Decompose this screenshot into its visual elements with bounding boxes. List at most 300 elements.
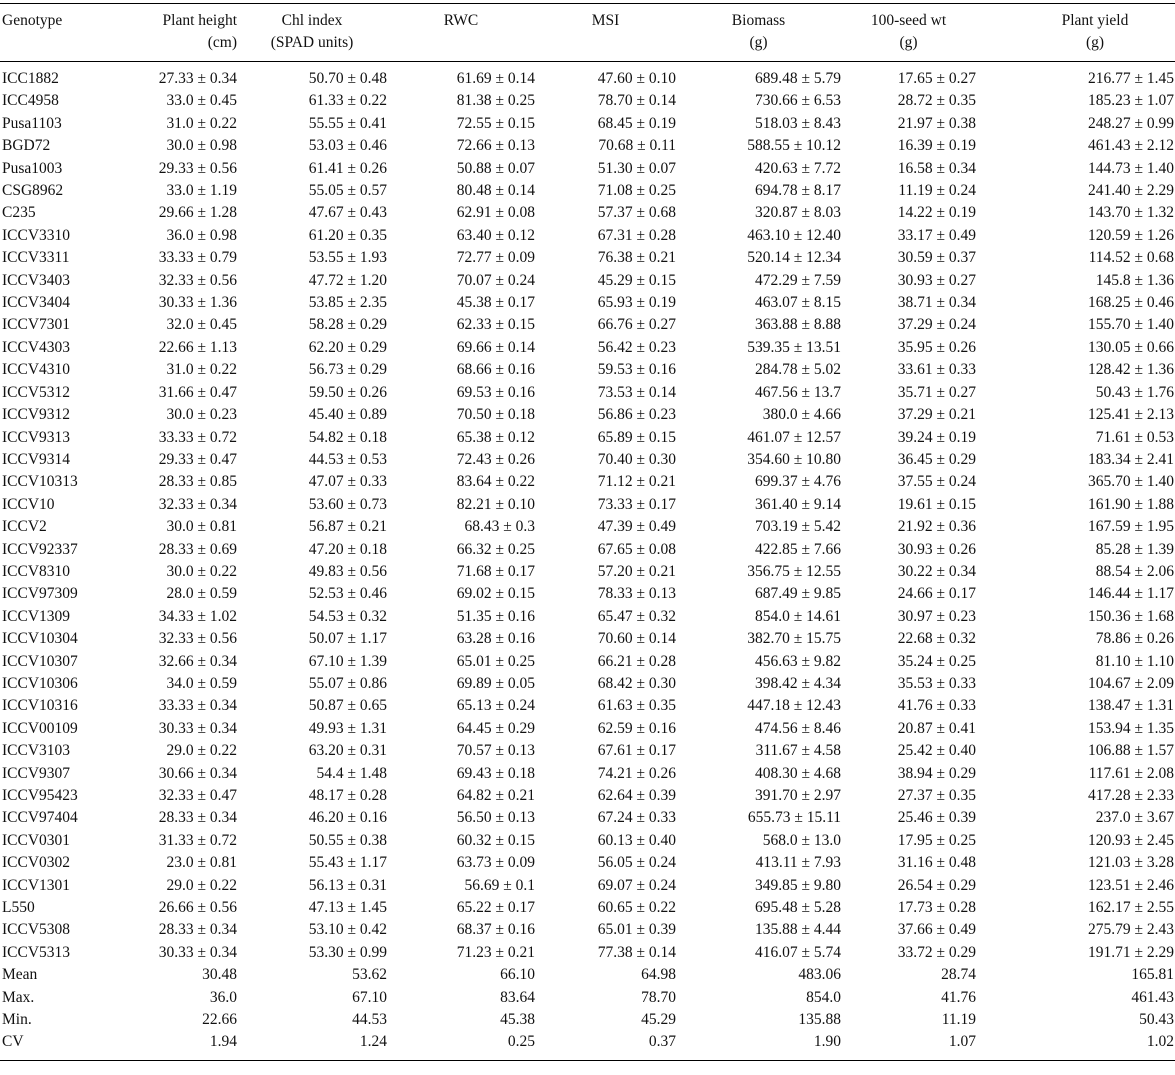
value-cell: 35.71 ± 0.27 bbox=[897, 383, 976, 401]
value-cell: 275.79 ± 2.43 bbox=[1087, 921, 1174, 939]
value-cell: 24.66 ± 0.17 bbox=[897, 585, 976, 603]
value-cell: 65.89 ± 0.15 bbox=[597, 428, 676, 446]
value-cell: 687.49 ± 9.85 bbox=[754, 585, 841, 603]
value-cell: 82.21 ± 0.10 bbox=[456, 495, 535, 513]
value-cell: 361.40 ± 9.14 bbox=[754, 495, 841, 513]
value-cell: 65.93 ± 0.19 bbox=[597, 294, 676, 312]
value-cell: 422.85 ± 7.66 bbox=[754, 540, 841, 558]
value-cell: 30.66 ± 0.34 bbox=[158, 764, 237, 782]
value-cell: 55.07 ± 0.86 bbox=[308, 674, 387, 692]
row-label-cell: L550 bbox=[2, 899, 35, 917]
value-cell: 463.07 ± 8.15 bbox=[754, 294, 841, 312]
data-row bbox=[0, 225, 1175, 247]
value-cell: 27.37 ± 0.35 bbox=[897, 787, 976, 804]
data-row bbox=[0, 516, 1175, 538]
row-label-cell: ICCV10307 bbox=[2, 652, 78, 670]
value-cell: 57.20 ± 0.21 bbox=[597, 562, 676, 580]
row-label-cell: ICCV1309 bbox=[2, 607, 71, 625]
data-row bbox=[0, 359, 1175, 381]
value-cell: 50.88 ± 0.07 bbox=[456, 159, 535, 177]
value-cell: 53.10 ± 0.42 bbox=[308, 921, 387, 939]
value-cell: 398.42 ± 4.34 bbox=[754, 674, 841, 692]
value-cell: 70.60 ± 0.14 bbox=[597, 630, 676, 648]
value-cell: 416.07 ± 5.74 bbox=[754, 943, 841, 961]
data-row bbox=[0, 785, 1175, 807]
value-cell: 65.38 ± 0.12 bbox=[456, 428, 535, 446]
value-cell: 30.0 ± 0.22 bbox=[166, 562, 237, 580]
value-cell: 349.85 ± 9.80 bbox=[754, 876, 841, 894]
value-cell: 32.66 ± 0.34 bbox=[158, 652, 237, 670]
value-cell: 121.03 ± 3.28 bbox=[1087, 854, 1174, 872]
value-cell: 55.05 ± 0.57 bbox=[308, 182, 387, 200]
value-cell: 29.0 ± 0.22 bbox=[166, 742, 237, 760]
value-cell: 655.73 ± 15.11 bbox=[747, 809, 841, 827]
value-cell: 30.0 ± 0.81 bbox=[166, 518, 237, 536]
value-cell: 45.38 bbox=[500, 1011, 535, 1029]
value-cell: 61.63 ± 0.35 bbox=[597, 697, 676, 715]
value-cell: 123.51 ± 2.46 bbox=[1087, 876, 1174, 894]
value-cell: 47.39 ± 0.49 bbox=[597, 518, 676, 536]
row-label-cell: ICCV0302 bbox=[2, 854, 71, 872]
value-cell: 28.72 ± 0.35 bbox=[897, 92, 976, 110]
row-label-cell: Min. bbox=[2, 1011, 32, 1029]
row-label-cell: ICCV10306 bbox=[2, 674, 78, 692]
value-cell: 106.88 ± 1.57 bbox=[1087, 742, 1174, 760]
value-cell: 356.75 ± 12.55 bbox=[747, 562, 841, 580]
value-cell: 68.37 ± 0.16 bbox=[456, 921, 535, 939]
value-cell: 34.33 ± 1.02 bbox=[158, 607, 237, 625]
value-cell: 66.10 bbox=[500, 966, 535, 984]
value-cell: 237.0 ± 3.67 bbox=[1095, 809, 1174, 827]
header-msi: MSI bbox=[535, 4, 676, 62]
data-row bbox=[0, 852, 1175, 874]
row-label-cell: CV bbox=[0, 1031, 120, 1060]
value-cell: 65.47 ± 0.32 bbox=[597, 607, 676, 625]
value-cell: 447.18 ± 12.43 bbox=[747, 697, 841, 715]
value-cell: 71.61 ± 0.53 bbox=[1095, 428, 1174, 446]
value-cell: 380.0 ± 4.66 bbox=[762, 406, 841, 424]
value-cell: 31.0 ± 0.22 bbox=[166, 114, 237, 132]
row-label-cell: ICCV3311 bbox=[2, 249, 70, 267]
data-row bbox=[0, 830, 1175, 852]
value-cell: 53.55 ± 1.93 bbox=[308, 249, 387, 267]
value-cell: 320.87 ± 8.03 bbox=[754, 204, 841, 222]
value-cell: 71.12 ± 0.21 bbox=[597, 473, 676, 491]
value-cell: 699.37 ± 4.76 bbox=[754, 473, 841, 491]
value-cell: 56.13 ± 0.31 bbox=[308, 876, 387, 894]
value-cell: 68.42 ± 0.30 bbox=[597, 674, 676, 692]
value-cell: 37.29 ± 0.21 bbox=[897, 406, 976, 424]
data-row bbox=[0, 158, 1175, 180]
value-cell: 183.34 ± 2.41 bbox=[1087, 450, 1174, 468]
value-cell: 1.24 bbox=[237, 1031, 387, 1060]
value-cell: 56.87 ± 0.21 bbox=[308, 518, 387, 536]
value-cell: 73.33 ± 0.17 bbox=[597, 495, 676, 513]
row-label-cell: ICCV10304 bbox=[2, 630, 78, 648]
value-cell: 69.53 ± 0.16 bbox=[456, 383, 535, 401]
value-cell: 45.38 ± 0.17 bbox=[456, 294, 535, 312]
value-cell: 391.70 ± 2.97 bbox=[754, 787, 841, 804]
value-cell: 53.30 ± 0.99 bbox=[308, 943, 387, 961]
row-label-cell: ICCV5313 bbox=[2, 943, 71, 961]
value-cell: 83.64 bbox=[500, 988, 535, 1006]
value-cell: 29.66 ± 1.28 bbox=[158, 204, 237, 222]
data-row bbox=[0, 247, 1175, 269]
value-cell: 67.24 ± 0.33 bbox=[597, 809, 676, 827]
data-row bbox=[0, 583, 1175, 605]
value-cell: 138.47 ± 1.31 bbox=[1087, 697, 1174, 715]
value-cell: 30.93 ± 0.26 bbox=[897, 540, 976, 558]
row-label-cell: ICCV97309 bbox=[2, 585, 78, 603]
value-cell: 72.43 ± 0.26 bbox=[456, 450, 535, 468]
data-row bbox=[0, 695, 1175, 717]
value-cell: 72.77 ± 0.09 bbox=[456, 249, 535, 267]
value-cell: 57.37 ± 0.68 bbox=[597, 204, 676, 222]
value-cell: 463.10 ± 12.40 bbox=[747, 226, 841, 244]
value-cell: 69.66 ± 0.14 bbox=[456, 338, 535, 356]
value-cell: 63.20 ± 0.31 bbox=[308, 742, 387, 760]
value-cell: 689.48 ± 5.79 bbox=[754, 70, 841, 87]
value-cell: 474.56 ± 8.46 bbox=[754, 719, 841, 737]
row-label-cell: ICCV3403 bbox=[2, 271, 71, 289]
value-cell: 47.67 ± 0.43 bbox=[308, 204, 387, 222]
value-cell: 32.0 ± 0.45 bbox=[166, 316, 237, 334]
value-cell: 69.07 ± 0.24 bbox=[597, 876, 676, 894]
value-cell: 53.62 bbox=[352, 966, 387, 984]
value-cell: 17.65 ± 0.27 bbox=[897, 70, 976, 87]
header-biomass: Biomass (g) bbox=[676, 4, 841, 62]
value-cell: 67.31 ± 0.28 bbox=[597, 226, 676, 244]
value-cell: 143.70 ± 1.32 bbox=[1087, 204, 1174, 222]
value-cell: 53.85 ± 2.35 bbox=[308, 294, 387, 312]
data-row bbox=[0, 539, 1175, 561]
value-cell: 32.33 ± 0.34 bbox=[158, 495, 237, 513]
value-cell: 52.53 ± 0.46 bbox=[308, 585, 387, 603]
value-cell: 65.13 ± 0.24 bbox=[456, 697, 535, 715]
value-cell: 54.53 ± 0.32 bbox=[308, 607, 387, 625]
value-cell: 68.66 ± 0.16 bbox=[456, 361, 535, 379]
row-label-cell: ICCV7301 bbox=[2, 316, 71, 334]
value-cell: 30.33 ± 1.36 bbox=[158, 294, 237, 312]
value-cell: 17.73 ± 0.28 bbox=[897, 899, 976, 917]
value-cell: 56.86 ± 0.23 bbox=[597, 406, 676, 424]
value-cell: 31.0 ± 0.22 bbox=[166, 361, 237, 379]
value-cell: 241.40 ± 2.29 bbox=[1087, 182, 1174, 200]
value-cell: 22.66 bbox=[202, 1011, 237, 1029]
value-cell: 80.48 ± 0.14 bbox=[456, 182, 535, 200]
data-row bbox=[0, 942, 1175, 964]
row-label-cell: ICCV97404 bbox=[2, 809, 78, 827]
summary-row bbox=[0, 964, 1175, 986]
value-cell: 67.61 ± 0.17 bbox=[597, 742, 676, 760]
data-row bbox=[0, 807, 1175, 829]
value-cell: 61.69 ± 0.14 bbox=[456, 70, 535, 87]
value-cell: 354.60 ± 10.80 bbox=[747, 450, 841, 468]
value-cell: 81.38 ± 0.25 bbox=[456, 92, 535, 110]
value-cell: 33.33 ± 0.34 bbox=[158, 697, 237, 715]
value-cell: 45.29 ± 0.15 bbox=[597, 271, 676, 289]
value-cell: 30.48 bbox=[202, 966, 237, 984]
header-plant-yield: Plant yield (g) bbox=[976, 4, 1175, 62]
value-cell: 191.71 ± 2.29 bbox=[1087, 943, 1174, 961]
value-cell: 104.67 ± 2.09 bbox=[1087, 674, 1174, 692]
row-label-cell: ICCV5312 bbox=[2, 383, 71, 401]
value-cell: 61.41 ± 0.26 bbox=[308, 159, 387, 177]
value-cell: 1.07 bbox=[841, 1031, 976, 1060]
header-100-seed-wt: 100-seed wt (g) bbox=[841, 4, 976, 62]
value-cell: 83.64 ± 0.22 bbox=[456, 473, 535, 491]
value-cell: 16.58 ± 0.34 bbox=[897, 159, 976, 177]
value-cell: 1.94 bbox=[120, 1031, 237, 1060]
data-row bbox=[0, 561, 1175, 583]
value-cell: 153.94 ± 1.35 bbox=[1087, 719, 1174, 737]
value-cell: 568.0 ± 13.0 bbox=[762, 831, 841, 849]
row-label-cell: ICCV9312 bbox=[2, 406, 71, 424]
value-cell: 29.0 ± 0.22 bbox=[166, 876, 237, 894]
value-cell: 16.39 ± 0.19 bbox=[897, 137, 976, 155]
value-cell: 520.14 ± 12.34 bbox=[747, 249, 841, 267]
value-cell: 64.98 bbox=[641, 966, 676, 984]
value-cell: 25.46 ± 0.39 bbox=[897, 809, 976, 827]
value-cell: 128.42 ± 1.36 bbox=[1087, 361, 1174, 379]
value-cell: 33.33 ± 0.72 bbox=[158, 428, 237, 446]
data-row bbox=[0, 90, 1175, 112]
value-cell: 50.43 ± 1.76 bbox=[1095, 383, 1174, 401]
data-row bbox=[0, 314, 1175, 336]
value-cell: 216.77 ± 1.45 bbox=[1087, 70, 1174, 87]
value-cell: 88.54 ± 2.06 bbox=[1095, 562, 1174, 580]
value-cell: 34.0 ± 0.59 bbox=[166, 674, 237, 692]
value-cell: 461.07 ± 12.57 bbox=[747, 428, 841, 446]
value-cell: 854.0 ± 14.61 bbox=[754, 607, 841, 625]
value-cell: 117.61 ± 2.08 bbox=[1088, 764, 1174, 782]
value-cell: 62.33 ± 0.15 bbox=[456, 316, 535, 334]
value-cell: 44.53 ± 0.53 bbox=[308, 450, 387, 468]
summary-row bbox=[0, 1009, 1175, 1031]
value-cell: 467.56 ± 13.7 bbox=[754, 383, 841, 401]
value-cell: 33.72 ± 0.29 bbox=[897, 943, 976, 961]
row-label-cell: ICCV2 bbox=[2, 518, 47, 536]
value-cell: 69.89 ± 0.05 bbox=[456, 674, 535, 692]
value-cell: 46.20 ± 0.16 bbox=[308, 809, 387, 827]
value-cell: 70.50 ± 0.18 bbox=[456, 406, 535, 424]
value-cell: 64.82 ± 0.21 bbox=[456, 787, 535, 804]
value-cell: 37.66 ± 0.49 bbox=[897, 921, 976, 939]
value-cell: 37.55 ± 0.24 bbox=[897, 473, 976, 491]
header-row bbox=[0, 4, 1175, 62]
value-cell: 66.76 ± 0.27 bbox=[597, 316, 676, 334]
value-cell: 55.43 ± 1.17 bbox=[308, 854, 387, 872]
row-label-cell: ICCV10316 bbox=[2, 697, 78, 715]
value-cell: 130.05 ± 0.66 bbox=[1087, 338, 1174, 356]
value-cell: 539.35 ± 13.51 bbox=[747, 338, 841, 356]
row-label-cell: CSG8962 bbox=[2, 182, 64, 200]
value-cell: 33.61 ± 0.33 bbox=[897, 361, 976, 379]
summary-row bbox=[0, 1031, 1175, 1060]
value-cell: 21.97 ± 0.38 bbox=[897, 114, 976, 132]
value-cell: 456.63 ± 9.82 bbox=[754, 652, 841, 670]
value-cell: 85.28 ± 1.39 bbox=[1095, 540, 1174, 558]
value-cell: 114.52 ± 0.68 bbox=[1088, 249, 1174, 267]
row-label-cell: ICCV9307 bbox=[2, 764, 71, 782]
value-cell: 311.67 ± 4.58 bbox=[755, 742, 841, 760]
row-label-cell: ICCV92337 bbox=[2, 540, 78, 558]
value-cell: 63.28 ± 0.16 bbox=[456, 630, 535, 648]
data-row bbox=[0, 202, 1175, 224]
value-cell: 695.48 ± 5.28 bbox=[754, 899, 841, 917]
value-cell: 26.66 ± 0.56 bbox=[158, 899, 237, 917]
value-cell: 125.41 ± 2.13 bbox=[1087, 406, 1174, 424]
value-cell: 28.33 ± 0.69 bbox=[158, 540, 237, 558]
value-cell: 74.21 ± 0.26 bbox=[597, 764, 676, 782]
value-cell: 26.54 ± 0.29 bbox=[897, 876, 976, 894]
value-cell: 60.65 ± 0.22 bbox=[597, 899, 676, 917]
row-label-cell: ICCV4310 bbox=[2, 361, 71, 379]
value-cell: 413.11 ± 7.93 bbox=[755, 854, 841, 872]
value-cell: 50.43 bbox=[1139, 1011, 1174, 1029]
value-cell: 71.68 ± 0.17 bbox=[456, 562, 535, 580]
value-cell: 483.06 bbox=[798, 966, 841, 984]
value-cell: 1.90 bbox=[676, 1031, 841, 1060]
row-label-cell: BGD72 bbox=[2, 137, 51, 155]
value-cell: 146.44 ± 1.17 bbox=[1087, 585, 1174, 603]
value-cell: 382.70 ± 15.75 bbox=[747, 630, 841, 648]
value-cell: 30.33 ± 0.34 bbox=[158, 719, 237, 737]
value-cell: 63.40 ± 0.12 bbox=[456, 226, 535, 244]
row-label-cell: Max. bbox=[2, 988, 35, 1006]
value-cell: 64.45 ± 0.29 bbox=[456, 719, 535, 737]
data-row bbox=[0, 382, 1175, 404]
value-cell: 31.33 ± 0.72 bbox=[158, 831, 237, 849]
value-cell: 71.23 ± 0.21 bbox=[456, 943, 535, 961]
value-cell: 61.20 ± 0.35 bbox=[308, 226, 387, 244]
value-cell: 135.88 bbox=[798, 1011, 841, 1029]
value-cell: 155.70 ± 1.40 bbox=[1087, 316, 1174, 334]
header-chl-index: Chl index (SPAD units) bbox=[237, 4, 387, 62]
data-row bbox=[0, 628, 1175, 650]
value-cell: 408.30 ± 4.68 bbox=[754, 764, 841, 782]
value-cell: 41.76 bbox=[941, 988, 976, 1006]
value-cell: 50.07 ± 1.17 bbox=[308, 630, 387, 648]
data-row bbox=[0, 651, 1175, 673]
value-cell: 56.73 ± 0.29 bbox=[308, 361, 387, 379]
value-cell: 37.29 ± 0.24 bbox=[897, 316, 976, 334]
header-plant-height: Plant height (cm) bbox=[120, 4, 237, 62]
row-label-cell: C235 bbox=[2, 204, 36, 222]
value-cell: 30.0 ± 0.23 bbox=[166, 406, 237, 424]
value-cell: 248.27 ± 0.99 bbox=[1087, 114, 1174, 132]
data-row bbox=[0, 673, 1175, 695]
value-cell: 60.32 ± 0.15 bbox=[456, 831, 535, 849]
value-cell: 60.13 ± 0.40 bbox=[597, 831, 676, 849]
row-label-cell: ICCV3103 bbox=[2, 742, 71, 760]
value-cell: 72.66 ± 0.13 bbox=[456, 137, 535, 155]
value-cell: 54.82 ± 0.18 bbox=[308, 428, 387, 446]
row-label-cell: ICCV4303 bbox=[2, 338, 71, 356]
row-label-cell: Pusa1003 bbox=[2, 159, 63, 177]
value-cell: 36.45 ± 0.29 bbox=[897, 450, 976, 468]
value-cell: 72.55 ± 0.15 bbox=[456, 114, 535, 132]
value-cell: 44.53 bbox=[352, 1011, 387, 1029]
value-cell: 62.64 ± 0.39 bbox=[597, 787, 676, 804]
value-cell: 76.38 ± 0.21 bbox=[597, 249, 676, 267]
value-cell: 854.0 bbox=[806, 988, 841, 1006]
value-cell: 59.53 ± 0.16 bbox=[597, 361, 676, 379]
value-cell: 1.02 bbox=[976, 1031, 1175, 1060]
value-cell: 47.60 ± 0.10 bbox=[597, 70, 676, 87]
row-label-cell: ICCV3310 bbox=[2, 226, 71, 244]
value-cell: 11.19 ± 0.24 bbox=[898, 182, 976, 200]
value-cell: 70.68 ± 0.11 bbox=[598, 137, 676, 155]
data-row bbox=[0, 404, 1175, 426]
value-cell: 135.88 ± 4.44 bbox=[754, 921, 841, 939]
value-cell: 78.86 ± 0.26 bbox=[1095, 630, 1174, 648]
row-label-cell: ICC1882 bbox=[2, 70, 59, 87]
value-cell: 30.93 ± 0.27 bbox=[897, 271, 976, 289]
value-cell: 35.53 ± 0.33 bbox=[897, 674, 976, 692]
row-label-cell: ICCV9314 bbox=[2, 450, 71, 468]
value-cell: 35.24 ± 0.25 bbox=[897, 652, 976, 670]
value-cell: 38.94 ± 0.29 bbox=[897, 764, 976, 782]
value-cell: 67.65 ± 0.08 bbox=[597, 540, 676, 558]
value-cell: 78.70 bbox=[641, 988, 676, 1006]
value-cell: 29.33 ± 0.47 bbox=[158, 450, 237, 468]
row-label-cell: ICC4958 bbox=[2, 92, 59, 110]
value-cell: 161.90 ± 1.88 bbox=[1087, 495, 1174, 513]
data-row bbox=[0, 494, 1175, 516]
value-cell: 71.08 ± 0.25 bbox=[597, 182, 676, 200]
value-cell: 67.10 bbox=[352, 988, 387, 1006]
value-cell: 167.59 ± 1.95 bbox=[1087, 518, 1174, 536]
value-cell: 120.93 ± 2.45 bbox=[1087, 831, 1174, 849]
value-cell: 54.4 ± 1.48 bbox=[316, 764, 387, 782]
data-table-container bbox=[0, 3, 1174, 1061]
value-cell: 365.70 ± 1.40 bbox=[1087, 473, 1174, 491]
value-cell: 36.0 bbox=[209, 988, 237, 1006]
value-cell: 25.42 ± 0.40 bbox=[897, 742, 976, 760]
value-cell: 30.59 ± 0.37 bbox=[897, 249, 976, 267]
value-cell: 56.69 ± 0.1 bbox=[464, 876, 535, 894]
value-cell: 50.70 ± 0.48 bbox=[308, 70, 387, 87]
value-cell: 66.32 ± 0.25 bbox=[456, 540, 535, 558]
data-row bbox=[0, 449, 1175, 471]
value-cell: 32.33 ± 0.47 bbox=[158, 787, 237, 804]
value-cell: 30.22 ± 0.34 bbox=[897, 562, 976, 580]
value-cell: 30.0 ± 0.98 bbox=[166, 137, 237, 155]
value-cell: 67.10 ± 1.39 bbox=[308, 652, 387, 670]
data-row bbox=[0, 471, 1175, 493]
value-cell: 31.66 ± 0.47 bbox=[158, 383, 237, 401]
value-cell: 49.83 ± 0.56 bbox=[308, 562, 387, 580]
row-label-cell: Mean bbox=[2, 966, 38, 984]
value-cell: 144.73 ± 1.40 bbox=[1087, 159, 1174, 177]
value-cell: 162.17 ± 2.55 bbox=[1087, 899, 1174, 917]
value-cell: 703.19 ± 5.42 bbox=[754, 518, 841, 536]
value-cell: 47.20 ± 0.18 bbox=[308, 540, 387, 558]
data-row bbox=[0, 270, 1175, 292]
value-cell: 61.33 ± 0.22 bbox=[308, 92, 387, 110]
table-header bbox=[0, 4, 1175, 62]
value-cell: 51.35 ± 0.16 bbox=[456, 607, 535, 625]
value-cell: 21.92 ± 0.36 bbox=[897, 518, 976, 536]
value-cell: 518.03 ± 8.43 bbox=[754, 114, 841, 132]
value-cell: 77.38 ± 0.14 bbox=[597, 943, 676, 961]
value-cell: 53.60 ± 0.73 bbox=[308, 495, 387, 513]
row-label-cell: ICCV3404 bbox=[2, 294, 71, 312]
value-cell: 41.76 ± 0.33 bbox=[897, 697, 976, 715]
row-label-cell: ICCV1301 bbox=[2, 876, 71, 894]
value-cell: 62.91 ± 0.08 bbox=[456, 204, 535, 222]
